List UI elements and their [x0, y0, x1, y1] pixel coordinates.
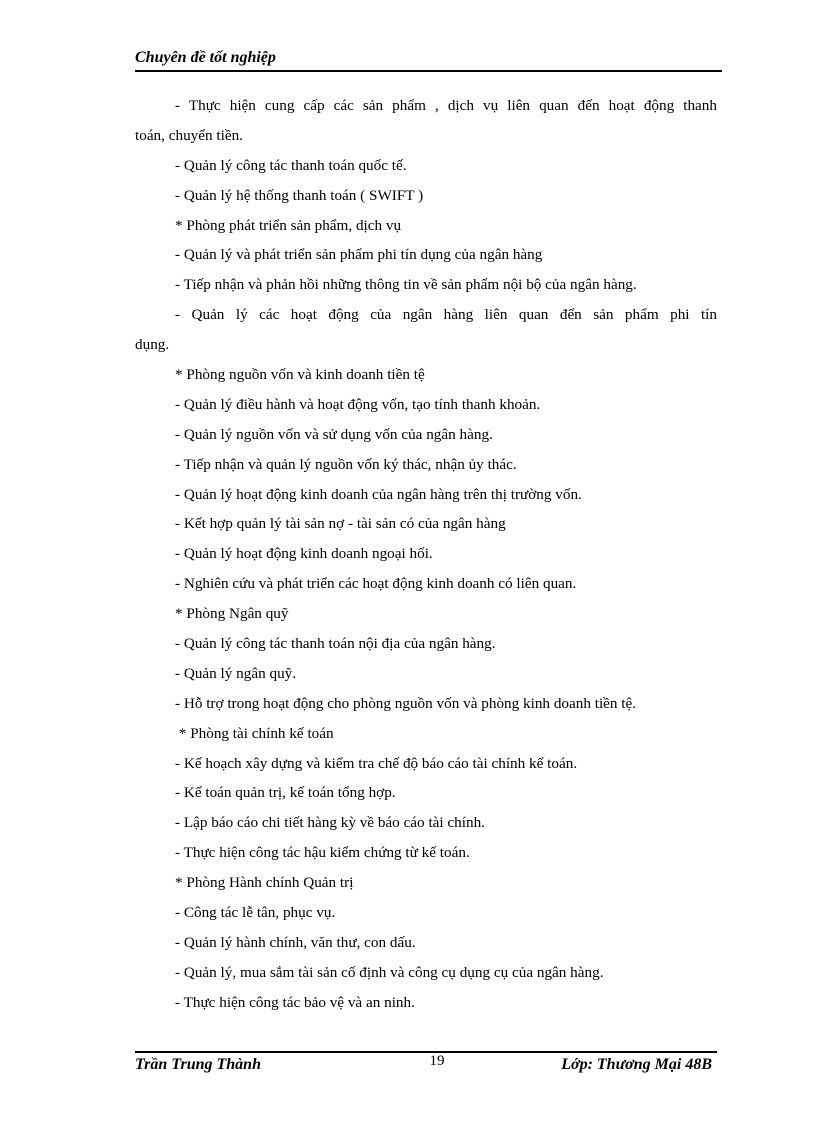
text-line: - Quản lý, mua sắm tài sản cố định và công cụ dụng cụ của ngân hàng.	[175, 963, 604, 981]
text-line: - Quản lý công tác thanh toán nội địa của ngân hàng.	[175, 635, 496, 653]
footer-class: Lớp: Thương Mại 48B	[561, 1056, 712, 1073]
text-line: - Quản lý hành chính, văn thư, con dấu.	[175, 933, 416, 951]
text-line: - Quản lý và phát triển sản phẩm phi tín dụng của ngân hàng	[175, 246, 543, 264]
text-line: - Tiếp nhận và quản lý nguồn vốn ký thác, nhận ủy thác.	[175, 455, 517, 473]
running-header-title: Chuyên đề tốt nghiệp	[135, 49, 276, 66]
text-line: - Thực hiện công tác hậu kiểm chứng từ kế toán.	[175, 844, 470, 862]
text-line: - Nghiên cứu và phát triển các hoạt động kinh doanh có liên quan.	[175, 575, 577, 593]
text-line: - Tiếp nhận và phản hồi những thông tin về sản phẩm nội bộ của ngân hàng.	[175, 276, 637, 294]
text-line: - Quản lý công tác thanh toán quốc tế.	[175, 156, 407, 174]
section-heading: * Phòng tài chính kế toán	[175, 724, 334, 742]
text-line: - Kế toán quản trị, kế toán tổng hợp.	[175, 784, 396, 802]
footer-author: Trần Trung Thành	[135, 1056, 261, 1073]
text-line: - Kết hợp quản lý tài sản nợ - tài sản có của ngân hàng	[175, 515, 506, 533]
text-line: - Lập báo cáo chi tiết hàng kỳ về báo cáo tài chính.	[175, 814, 485, 832]
section-heading: * Phòng nguồn vốn và kinh doanh tiền tệ	[175, 366, 425, 384]
text-line: dụng.	[135, 336, 170, 354]
section-heading: * Phòng Ngân quỹ	[175, 605, 289, 623]
section-heading: * Phòng Hành chính Quản trị	[175, 874, 354, 892]
text-line: - Quản lý hệ thống thanh toán ( SWIFT )	[175, 186, 424, 204]
text-line: - Hỗ trợ trong hoạt động cho phòng nguồn vốn và phòng kinh doanh tiền tệ.	[175, 694, 637, 712]
text-line: - Thực hiện cung cấp các sản phẩm , dịch vụ liên quan đến hoạt động thanh	[175, 97, 717, 114]
text-line: - Công tác lễ tân, phục vụ.	[175, 904, 336, 922]
text-line: - Quản lý các hoạt động của ngân hàng liên quan đến sản phẩm phi tín	[175, 306, 717, 324]
page-number: 19	[429, 1053, 445, 1069]
text-line: - Quản lý ngân quỹ.	[175, 664, 297, 682]
text-line: - Quản lý hoạt động kinh doanh của ngân hàng trên thị trường vốn.	[175, 485, 582, 503]
text-line: - Quản lý điều hành và hoạt động vốn, tạo tính thanh khoản.	[175, 395, 541, 413]
text-line: - Kế hoạch xây dựng và kiểm tra chế độ báo cáo tài chính kế toán.	[175, 754, 578, 772]
body-text	[135, 91, 717, 1018]
section-heading: * Phòng phát triển sản phẩm, dịch vụ	[175, 216, 402, 234]
text-line: - Thực hiện công tác bảo vệ và an ninh.	[175, 993, 415, 1011]
text-line: toán, chuyển tiền.	[135, 126, 243, 144]
text-line: - Quản lý hoạt động kinh doanh ngoại hối.	[175, 545, 433, 563]
text-line: - Quản lý nguồn vốn và sử dụng vốn của ngân hàng.	[175, 425, 493, 443]
header-rule	[135, 70, 722, 72]
